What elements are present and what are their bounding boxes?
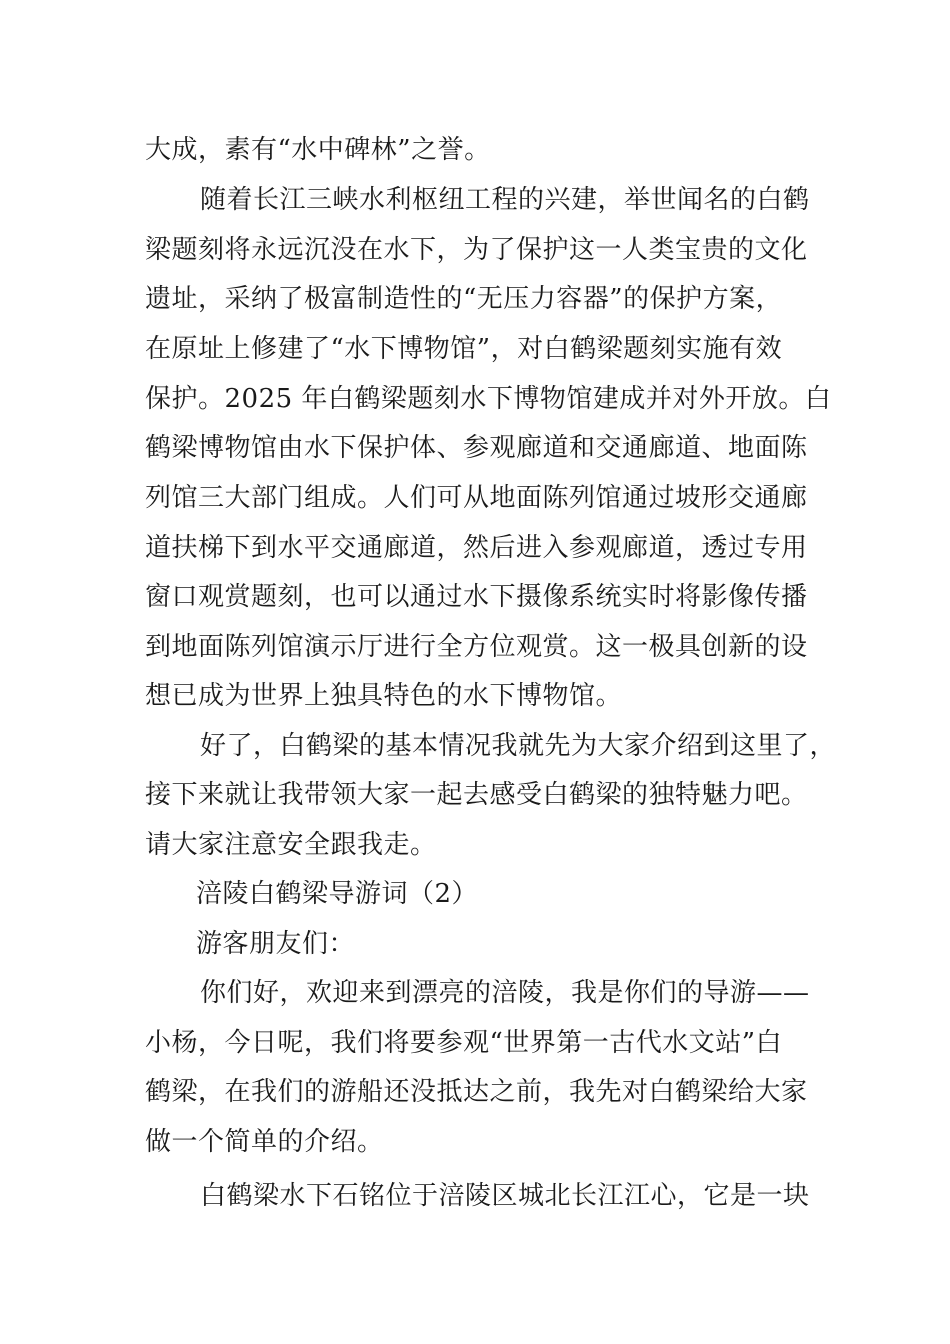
text-line: 到地面陈列馆演示厅进行全方位观赏。这一极具创新的设 <box>145 632 808 662</box>
text-line: 做一个简单的介绍。 <box>145 1127 384 1157</box>
text-line: 鹤梁博物馆由水下保护体、参观廊道和交通廊道、地面陈 <box>145 433 808 463</box>
salutation-line: 游客朋友们： <box>196 929 356 959</box>
text-line: 小杨，今日呢，我们将要参观“世界第一古代水文站”白 <box>145 1028 783 1058</box>
text-line: 保护。2025 年白鹤梁题刻水下博物馆建成并对外开放。白 <box>145 384 832 414</box>
text-line: 接下来就让我带领大家一起去感受白鹤梁的独特魅力吧。 <box>145 780 808 810</box>
text-line: 想已成为世界上独具特色的水下博物馆。 <box>145 681 623 711</box>
paragraph-start-line: 好了，白鹤梁的基本情况我就先为大家介绍到这里了， <box>200 731 837 761</box>
text-line: 道扶梯下到水平交通廊道，然后进入参观廊道，透过专用 <box>145 533 808 563</box>
paragraph-start-line: 白鹤梁水下石铭位于涪陵区城北长江江心，它是一块 <box>200 1181 810 1211</box>
paragraph-start-line: 随着长江三峡水利枢纽工程的兴建，举世闻名的白鹤 <box>200 185 810 215</box>
text-line: 梁题刻将永远沉没在水下，为了保护这一人类宝贵的文化 <box>145 235 808 265</box>
text-line: 列馆三大部门组成。人们可从地面陈列馆通过坡形交通廊 <box>145 483 808 513</box>
text-line: 遗址，采纳了极富制造性的“无压力容器”的保护方案， <box>145 284 783 314</box>
text-line: 在原址上修建了“水下博物馆”，对白鹤梁题刻实施有效 <box>145 334 783 364</box>
text-line: 鹤梁，在我们的游船还没抵达之前，我先对白鹤梁给大家 <box>145 1077 808 1107</box>
paragraph-start-line: 你们好，欢迎来到漂亮的涪陵，我是你们的导游—— <box>200 978 810 1008</box>
text-line: 窗口观赏题刻，也可以通过水下摄像系统实时将影像传播 <box>145 582 808 612</box>
text-line: 请大家注意安全跟我走。 <box>145 830 437 860</box>
text-line: 大成，素有“水中碑林”之誉。 <box>145 135 491 165</box>
section-heading: 涪陵白鹤梁导游词（2） <box>196 879 479 909</box>
